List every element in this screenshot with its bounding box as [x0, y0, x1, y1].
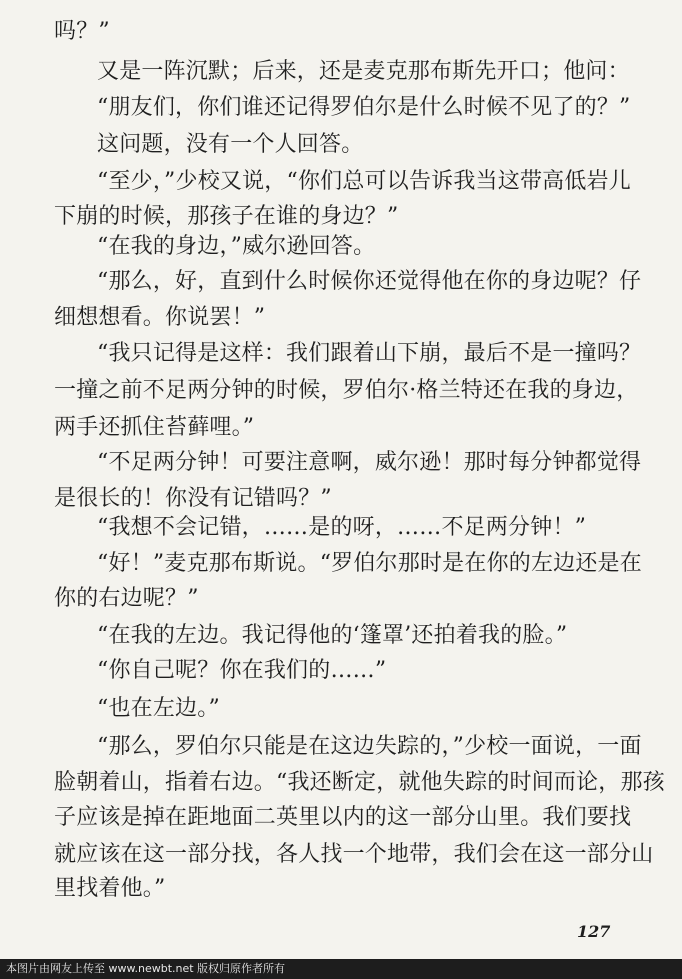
text-line: 就应该在这一部分找，各人找一个地带，我们会在这一部分山: [54, 842, 654, 867]
text-line: “也在左边。”: [97, 696, 220, 721]
text-line: 两手还抓住苔藓哩。”: [54, 415, 255, 440]
text-line: 下崩的时候，那孩子在谁的身边？”: [54, 204, 399, 229]
page-number: 127: [577, 922, 611, 941]
text-line: “我只记得是这样：我们跟着山下崩，最后不是一撞吗？: [97, 341, 642, 366]
text-line: “不足两分钟！可要注意啊，威尔逊！那时每分钟都觉得: [97, 450, 642, 475]
text-line: “那么，好，直到什么时候你还觉得他在你的身边呢？仔: [97, 269, 642, 294]
text-line: 你的右边呢？”: [54, 586, 199, 611]
text-line: “好！”麦克那布斯说。“罗伯尔那时是在你的左边还是在: [97, 551, 642, 576]
text-line: “那么，罗伯尔只能是在这边失踪的，”少校一面说，一面: [97, 734, 642, 759]
text-line: 子应该是掉在距地面二英里以内的这一部分山里。我们要找: [54, 805, 632, 830]
text-line: “你自己呢？你在我们的……”: [97, 658, 387, 683]
text-line: “在我的左边。我记得他的‘篷罩’还拍着我的脸。”: [97, 623, 568, 648]
text-line: 是很长的！你没有记错吗？”: [54, 486, 332, 511]
text-line: 一撞之前不足两分钟的时候，罗伯尔·格兰特还在我的身边，: [54, 378, 639, 403]
text-line: 又是一阵沉默；后来，还是麦克那布斯先开口；他问：: [97, 59, 630, 84]
text-line: 这问题，没有一个人回答。: [97, 132, 364, 157]
text-line: 里找着他。”: [54, 876, 166, 901]
text-line: 细想想看。你说罢！”: [54, 305, 266, 330]
text-line: “朋友们，你们谁还记得罗伯尔是什么时候不见了的？”: [97, 95, 631, 120]
text-line: 吗？”: [54, 19, 110, 44]
text-line: “我想不会记错，……是的呀，……不足两分钟！”: [97, 515, 587, 540]
watermark-text: 本图片由网友上传至 www.newbt.net 版权归原作者所有: [6, 962, 286, 975]
text-line: 脸朝着山，指着右边。“我还断定，就他失踪的时间而论，那孩: [54, 770, 665, 795]
text-line: “在我的身边，”威尔逊回答。: [97, 234, 376, 259]
text-line: “至少，”少校又说，“你们总可以告诉我当这带高低岩儿: [97, 169, 631, 194]
